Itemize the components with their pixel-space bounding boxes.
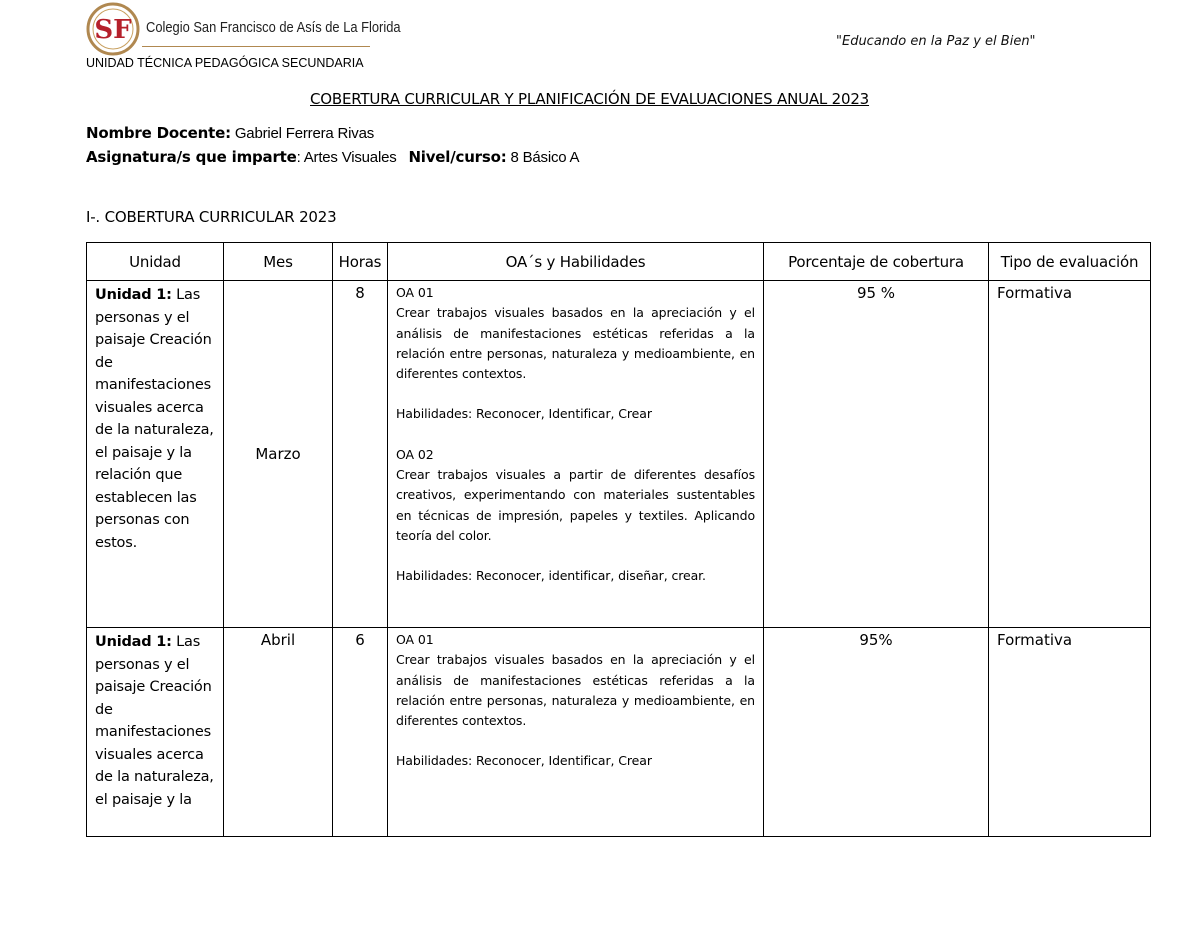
oa-cell [388, 628, 764, 837]
header-tipo: Tipo de evaluación [989, 243, 1151, 281]
table-row [87, 628, 1151, 837]
docente-value: Gabriel Ferrera Rivas [230, 125, 375, 142]
oa-habilidades: Habilidades: Reconocer, Identificar, Crear [396, 406, 652, 422]
school-name: Colegio San Francisco de Asís de La Florida [146, 19, 401, 36]
coverage-table [86, 242, 1151, 837]
oa-code: OA 02 [396, 446, 434, 462]
nivel-value: 8 Básico A [506, 149, 580, 166]
table-row [87, 281, 1151, 628]
unidad-cell [87, 628, 224, 837]
logo-letters: SF [94, 15, 132, 45]
unidad-text: Las personas y el paisaje Creación de manifestaciones visuales acerca de la naturaleza, el paisaje y la relación que establecen las personas con estos. [95, 287, 214, 551]
section-title: I-. COBERTURA CURRICULAR 2023 [86, 208, 337, 226]
header-divider [142, 46, 370, 47]
unidad-text: Las personas y el paisaje Creación de manifestaciones visuales acerca de la naturaleza, el paisaje y la [95, 634, 214, 808]
school-motto: "Educando en la Paz y el Bien" [836, 34, 1036, 49]
unidad-cell [87, 281, 224, 628]
header-mes: Mes [224, 243, 333, 281]
header-horas: Horas [333, 243, 388, 281]
header-porcentaje: Porcentaje de cobertura [764, 243, 989, 281]
oa-cell [388, 281, 764, 628]
docente-line [86, 124, 374, 142]
asignatura-line [86, 148, 579, 166]
mes-cell: Abril [224, 628, 333, 837]
horas-cell: 8 [333, 281, 388, 628]
oa-text: Crear trabajos visuales basados en la apreciación y el análisis de manifestaciones estéticas referidas a la relación entre personas, naturaleza y medioambiente, en diferentes contextos. [396, 652, 755, 729]
unidad-label: Unidad 1: [95, 287, 172, 303]
tipo-cell: Formativa [989, 628, 1151, 837]
unidad-label: Unidad 1: [95, 634, 172, 650]
porcentaje-cell: 95 % [764, 281, 989, 628]
oa-habilidades: Habilidades: Reconocer, Identificar, Crear [396, 753, 652, 769]
oa-text: Crear trabajos visuales basados en la apreciación y el análisis de manifestaciones estéticas referidas a la relación entre personas, naturaleza y medioambiente, en diferentes contextos. [396, 305, 755, 382]
school-logo-icon [86, 2, 140, 56]
oa-text: Crear trabajos visuales a partir de diferentes desafíos creativos, experimentando con materiales sustentables en técnicas de impresión, papeles y textiles. Aplicando teoría del color. [396, 467, 755, 543]
horas-cell: 6 [333, 628, 388, 837]
asignatura-value: : Artes Visuales [296, 149, 409, 166]
oa-code: OA 01 [396, 632, 434, 647]
header-oas: OA´s y Habilidades [388, 243, 764, 281]
table-header-row [87, 243, 1151, 281]
oa-code: OA 01 [396, 285, 434, 300]
nivel-label: Nivel/curso: [408, 148, 507, 166]
oa-habilidades: Habilidades: Reconocer, identificar, diseñar, crear. [396, 568, 706, 584]
tipo-cell: Formativa [989, 281, 1151, 628]
header-unidad: Unidad [87, 243, 224, 281]
asignatura-label: Asignatura/s que imparte [86, 148, 297, 166]
mes-cell: Marzo [224, 281, 333, 628]
unit-name: UNIDAD TÉCNICA PEDAGÓGICA SECUNDARIA [86, 56, 364, 70]
docente-label: Nombre Docente: [86, 124, 231, 142]
document-title: COBERTURA CURRICULAR Y PLANIFICACIÓN DE EVALUACIONES ANUAL 2023 [310, 90, 870, 108]
porcentaje-cell: 95% [764, 628, 989, 837]
